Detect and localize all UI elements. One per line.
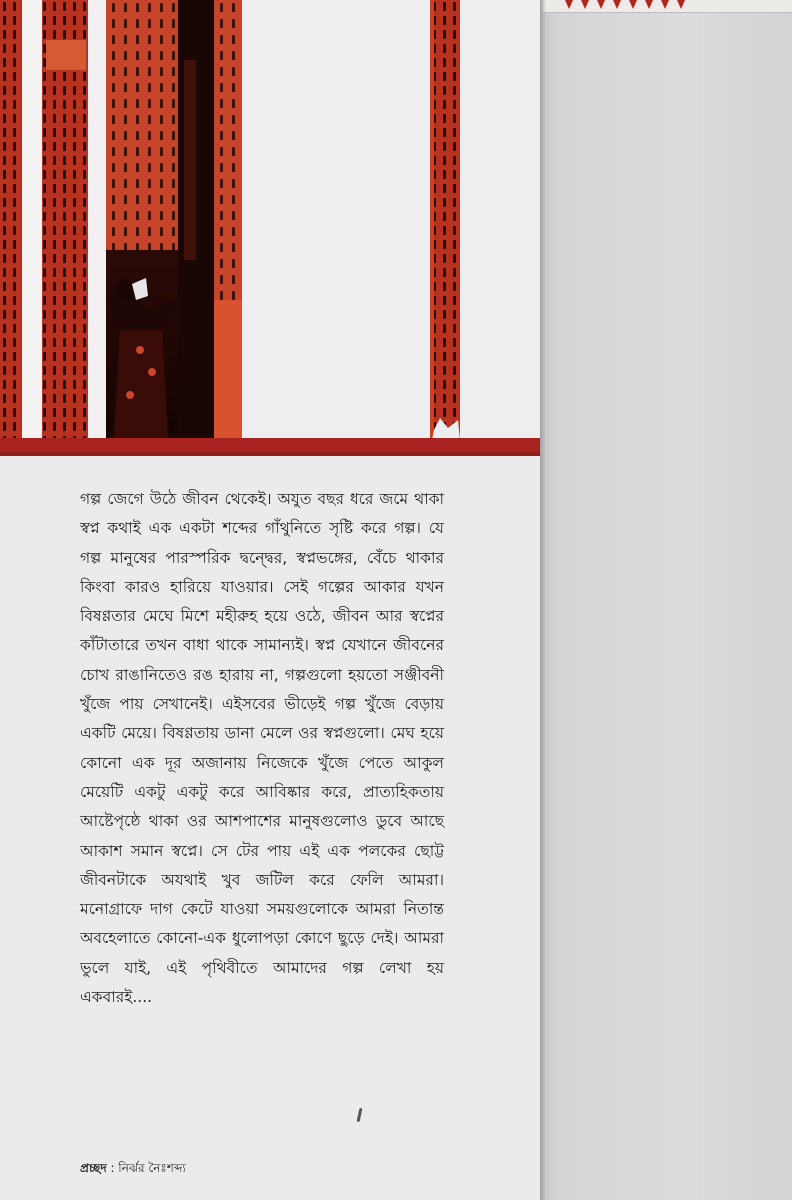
credit-name: নির্ঝর নৈঃশব্দ্য xyxy=(118,1161,186,1175)
cover-artwork xyxy=(0,0,540,456)
flap-red-motif xyxy=(565,0,695,10)
print-speck xyxy=(357,1108,363,1122)
fold-shadow xyxy=(540,0,546,1200)
credit-label: প্রচ্ছদ xyxy=(80,1161,107,1175)
cover-flap xyxy=(542,0,792,1200)
blurb-text: গল্প জেগে উঠে জীবন থেকেই। অযুত বছর ধরে জমে থাকা স্বপ্ন কথাই এক একটা শব্দের গাঁথুনিতে সৃষ্টি করে গল্প। যে গল্প মানুষের পারস্পরিক দ্বন্দ্বের, স্বপ্নভঙ্গের, বেঁচে থাকার কিংবা কারও হারিয়ে যাওয়ার। সেই গল্পের আকার যখন বিষণ্ণতার মেঘে মিশে মহীরুহ হয়ে ওঠে, জীবন আর স্বপ্নের কাঁটাতারে তখন বাধা থাকে সামান্যই। স্বপ্ন যেখানে জীবনের চোখ রাঙানিতেও রঙ হারায় না, গল্পগুলো হয়তো সঞ্জীবনী খুঁজে পায় সেখানেই। এইসবের ভীড়েই গল্প খুঁজে বেড়ায় একটি মেয়ে। বিষণ্ণতায় ডানা মেলে ওর স্বপ্নগুলো। মেঘ হয়ে কোনো এক দূর অজানায় নিজেকে খুঁজে পেতে আকুল মেয়েটি একটু একটু করে আবিষ্কার করে, প্রাত্যহিকতায় আষ্টেপৃষ্ঠে থাকা ওর আশপাশের মানুষগুলোও ডুবে আছে আকাশ সমান স্বপ্নে। সে টের পায় এই এক পলকের ছোট্ট জীবনটাকে অযথাই খুব জটিল করে ফেলি আমরা। মনোগ্রাফে দাগ কেটে যাওয়া সময়গুলোকে আমরা নিতান্ত অবহেলাতে কোনো-এক ধুলোপড়া কোণে ছুড়ে দেই। আমরা ভুলে যাই, এই পৃথিবীতে আমাদের গল্প লেখা হয় একবারই.... xyxy=(80,490,444,1007)
cover-credit xyxy=(80,1160,186,1180)
credit-separator: : xyxy=(106,1161,119,1175)
